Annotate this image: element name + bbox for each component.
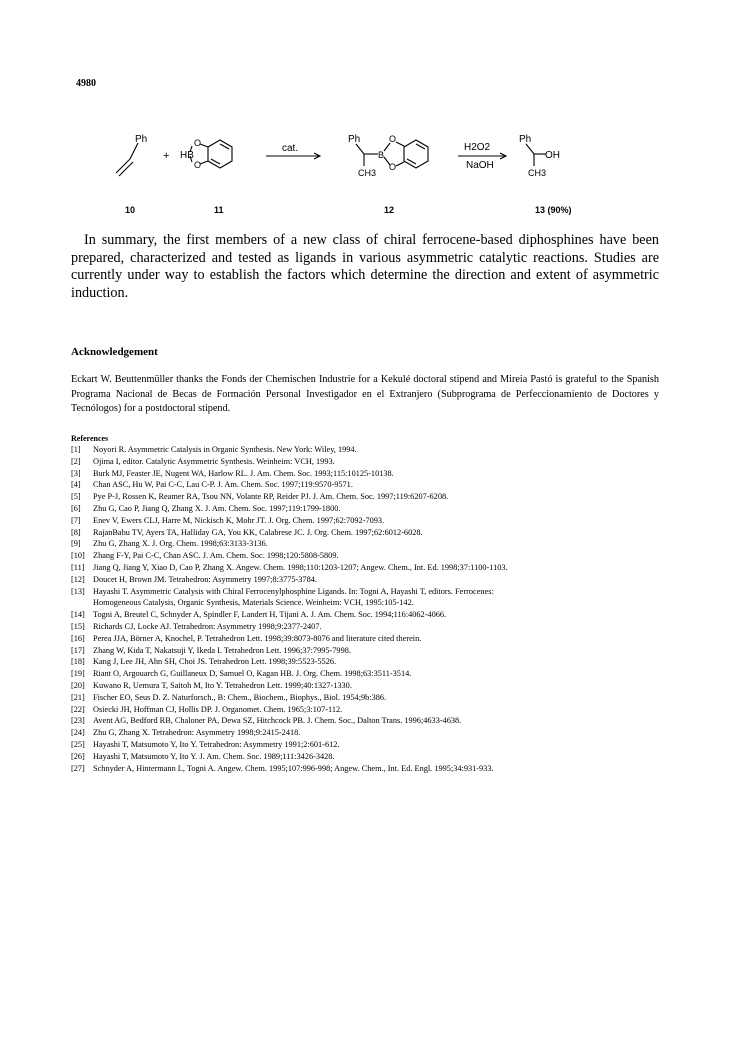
reference-item xyxy=(71,645,671,657)
reference-text: Chan ASC, Hu W, Pai C-C, Lau C-P. J. Am. Chem. Soc. 1997;119:9570-9571. xyxy=(93,480,353,490)
reference-number: [25] xyxy=(71,739,85,749)
compound-label-11: 11 xyxy=(214,205,224,215)
reference-text: Kuwano R, Uemura T, Saitoh M, Ito Y. Tetrahedron Lett. 1999;40:1327-1330. xyxy=(93,680,352,690)
reference-item xyxy=(71,692,671,704)
o-label-11b: O xyxy=(194,160,202,170)
reference-number: [20] xyxy=(71,680,85,690)
reference-item xyxy=(71,727,671,739)
reference-number: [3] xyxy=(71,468,81,478)
reference-number: [15] xyxy=(71,621,85,631)
reference-number: [22] xyxy=(71,704,85,714)
hb-label: HB xyxy=(180,150,194,161)
reference-number: [17] xyxy=(71,645,85,655)
o-label-11a: O xyxy=(194,138,202,148)
reference-number: [21] xyxy=(71,692,85,702)
reaction-scheme xyxy=(108,128,608,248)
arrow-1-label: cat. xyxy=(282,143,299,154)
ch3-label-12: CH3 xyxy=(358,168,377,178)
reference-item xyxy=(71,656,671,668)
reference-text: Enev V, Ewers CLJ, Harre M, Nickisch K, Mohr JT. J. Org. Chem. 1997;62:7092-7093. xyxy=(93,515,385,525)
reference-number: [23] xyxy=(71,716,85,726)
reference-item xyxy=(71,633,671,645)
reference-item xyxy=(71,538,671,550)
reference-number: [19] xyxy=(71,669,85,679)
reference-item xyxy=(71,491,671,503)
arrow-2-bottom-label: NaOH xyxy=(466,160,494,171)
ph-bond-10 xyxy=(130,143,138,159)
vinyl-double-bond xyxy=(119,162,133,176)
ch3-label-13: CH3 xyxy=(528,168,547,178)
reference-number: [14] xyxy=(71,610,85,620)
reference-number: [1] xyxy=(71,445,81,454)
reference-item xyxy=(71,715,671,727)
acknowledgement-text: Eckart W. Beuttenmüller thanks the Fonds der Chemischen Industrie for a Kekulé doctoral stipend and Mireia Pastó is grateful to the Spanish Programa Nacional de Becas de Formación Personal Investigador en el Extranjero (Subprograma de Perfeccionamiento de Doctores y Tecnólogos) for a postdoctoral stipend. xyxy=(71,374,659,414)
reference-text: Ojima I, editor. Catalytic Asymmetric Synthesis. Weinheim: VCH, 1993. xyxy=(93,456,335,466)
reference-item xyxy=(71,562,671,574)
reference-number: [26] xyxy=(71,751,85,761)
reference-item xyxy=(71,704,671,716)
reference-item xyxy=(71,680,671,692)
reference-item xyxy=(71,515,671,527)
reference-number: [13] xyxy=(71,586,85,596)
reference-text: Noyori R. Asymmetric Catalysis in Organic Synthesis. New York: Wiley, 1994. xyxy=(93,445,357,454)
reference-item xyxy=(71,763,671,775)
reference-item xyxy=(71,586,671,598)
oh-label: OH xyxy=(545,150,560,161)
reference-text: Osiecki JH, Hoffman CJ, Hollis DP. J. Organomet. Chem. 1965;3:107-112. xyxy=(93,704,343,714)
reference-text: Hayashi T, Matsumoto Y, Ito Y. Tetrahedron: Asymmetry 1991;2:601-612. xyxy=(93,739,340,749)
acknowledgement-heading: Acknowledgement xyxy=(71,346,158,358)
reference-number: [24] xyxy=(71,728,85,738)
reference-text: Burk MJ, Feaster JE, Nugent WA, Harlow RL. J. Am. Chem. Soc. 1993;115:10125-10138. xyxy=(93,468,394,478)
reference-text: Riant O, Argouarch G, Guillaneux D, Samuel O, Kagan HB. J. Org. Chem. 1998;63:3511-3514. xyxy=(93,669,412,679)
reference-item xyxy=(71,444,671,456)
reference-text: Fischer EO, Seus D. Z. Naturforsch., B: Chem., Biochem., Biophys., Biol. 1954;9b:386. xyxy=(93,692,387,702)
reference-number: [9] xyxy=(71,539,81,549)
reference-text: Togni A, Breutel C, Schnyder A, Spindler F, Landert H, Tijani A. J. Am. Chem. Soc. 1994;116:4062-4066. xyxy=(93,610,447,620)
reference-item xyxy=(71,739,671,751)
reference-text: Zhu G, Zhang X. Tetrahedron: Asymmetry 1998;9:2415-2418. xyxy=(93,728,301,738)
plus-sign: + xyxy=(163,150,170,162)
reference-number: [10] xyxy=(71,551,85,561)
compound-label-12: 12 xyxy=(384,205,395,215)
arrow-2-top-label: H2O2 xyxy=(464,142,491,153)
reference-number: [2] xyxy=(71,456,81,466)
reference-number: [6] xyxy=(71,503,81,513)
reference-number: [18] xyxy=(71,657,85,667)
reference-number: [7] xyxy=(71,515,81,525)
o-label-12a: O xyxy=(389,134,397,144)
reference-text: Avent AG, Bedford RB, Chaloner PA, Dewa SZ, Hitchcock PB. J. Chem. Soc., Dalton Trans. 1996;4633-4638. xyxy=(93,716,462,726)
reference-number: [8] xyxy=(71,527,81,537)
vinyl-bond xyxy=(116,159,130,173)
reference-item xyxy=(71,621,671,633)
reference-number: [27] xyxy=(71,763,85,773)
reference-number: [16] xyxy=(71,633,85,643)
reference-text: Pye P-J, Rossen K, Reamer RA, Tsou NN, Volante RP, Reider PJ. J. Am. Chem. Soc. 1997;119:6207-6208. xyxy=(93,492,449,502)
summary-paragraph: In summary, the first members of a new class of chiral ferrocene-based diphosphines have been prepared, characterized and tested as ligands in various asymmetric catalytic reactions. Studies are currently under way to establish the factors which determine the direction and extent of asymmetric induction. xyxy=(71,232,659,301)
reference-item xyxy=(71,668,671,680)
b-label-12: B xyxy=(378,150,385,160)
reference-number: [5] xyxy=(71,492,81,502)
references-heading: References xyxy=(71,434,109,443)
references-list xyxy=(71,444,671,774)
reference-text: Perea JJA, Börner A, Knochel, P. Tetrahedron Lett. 1998;39:8073-8076 and literature cited therein. xyxy=(93,633,422,643)
ph-label-13: Ph xyxy=(519,134,532,145)
reference-text: Doucet H, Brown JM. Tetrahedron: Asymmetry 1997;8:3775-3784. xyxy=(93,574,317,584)
reference-text: Hayashi T, Matsumoto Y, Ito Y. J. Am. Chem. Soc. 1989;111:3426-3428. xyxy=(93,751,335,761)
compound-label-13: 13 (90%) xyxy=(535,205,572,215)
reaction-scheme-drawing xyxy=(108,128,608,248)
ph-label-12: Ph xyxy=(348,134,361,145)
reference-item xyxy=(71,550,671,562)
reference-item xyxy=(71,751,671,763)
reference-text: Schnyder A, Hintermann L, Togni A. Angew. Chem. 1995;107:996-998; Angew. Chem., Int. Ed. Engl. 1995;34:931-933. xyxy=(93,763,494,773)
reference-item xyxy=(71,609,671,621)
reference-text: Zhang F-Y, Pai C-C, Chan ASC. J. Am. Chem. Soc. 1998;120:5808-5809. xyxy=(93,551,339,561)
reference-text: Richards CJ, Locke AJ. Tetrahedron: Asymmetry 1998;9:2377-2407. xyxy=(93,621,322,631)
reference-text-continuation: Homogeneous Catalysis, Organic Synthesis, Materials Science. Weinheim: VCH, 1995:105-142. xyxy=(93,598,414,608)
reference-text: Zhu G, Cao P, Jiang Q, Zhang X. J. Am. Chem. Soc. 1997;119:1799-1800. xyxy=(93,503,341,513)
ph-bond-13 xyxy=(526,144,534,154)
reference-item xyxy=(71,527,671,539)
reference-number: [4] xyxy=(71,480,81,490)
reference-item xyxy=(71,574,671,586)
ph-bond-12 xyxy=(356,144,364,154)
o-label-12b: O xyxy=(389,162,397,172)
reference-item xyxy=(71,468,671,480)
reference-text: Jiang Q, Jiang Y, Xiao D, Cao P, Zhang X. Angew. Chem. 1998;110:1203-1207; Angew. Chem., Int. Ed. 1998;37:1100-1103. xyxy=(93,562,508,572)
reference-text: RajanBabu TV, Ayers TA, Halliday GA, You KK, Calabrese JC. J. Org. Chem. 1997;62:6012-6028. xyxy=(93,527,423,537)
ph-label-10: Ph xyxy=(135,134,148,145)
reference-text: Kang J, Lee JH, Ahn SH, Choi JS. Tetrahedron Lett. 1998;39:5523-5526. xyxy=(93,657,337,667)
reference-item-continuation xyxy=(71,597,671,609)
reference-number: [11] xyxy=(71,562,85,572)
reference-number: [12] xyxy=(71,574,85,584)
reference-text: Zhu G, Zhang X. J. Org. Chem. 1998;63:3133-3136. xyxy=(93,539,268,549)
compound-label-10: 10 xyxy=(125,205,136,215)
page-number: 4980 xyxy=(76,78,96,89)
reference-text: Zhang W, Kida T, Nakatsuji Y, Ikeda I. Tetrahedron Lett. 1996;37:7995-7998. xyxy=(93,645,351,655)
reference-item xyxy=(71,503,671,515)
reference-item xyxy=(71,456,671,468)
reference-text: Hayashi T. Asymmetric Catalysis with Chiral Ferrocenylphosphine Ligands. In: Togni A, Hayashi T, editors. Ferrocenes: xyxy=(93,586,494,596)
reference-item xyxy=(71,479,671,491)
